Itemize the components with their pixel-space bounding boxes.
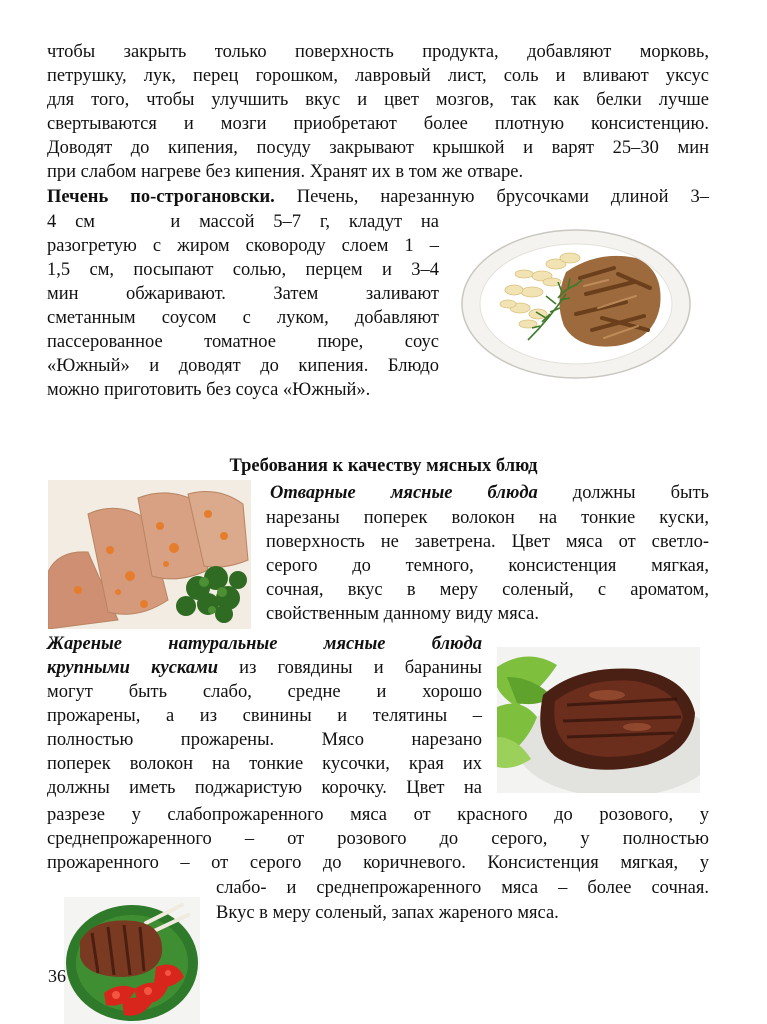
fried-line: разрезе у слабопрожаренного мяса от красного до розового, у [47,805,709,825]
boiled-line: серого до темного, консистенция мягкая, [266,556,709,576]
fried-line: слабо- и среднепрожаренного мяса – более сочная. [216,878,709,898]
fried-line: прожаренного – от серого до коричневого. Консистенция мягкая, у [47,853,709,873]
recipe-line: можно приготовить без соуса «Южный». [47,380,371,400]
boiled-line: нарезаны поперек волокон на тонкие куски, [266,508,709,528]
section-heading: Требования к качеству мясных блюд [229,456,538,476]
boiled-meat-photo [48,480,251,629]
recipe-text: Печень, нарезанную брусочками длиной 3– [274,187,709,207]
fried-title-line: Жареные натуральные мясные блюда [47,634,482,654]
paragraph-line: чтобы закрыть только поверхность продукта, добавляют морковь, [47,42,709,62]
recipe-line: пассерованное томатное пюре, соус [47,332,439,352]
recipe-line: 1,5 см, посыпают солью, перцем и 3–4 [47,260,439,280]
boiled-line: сочная, вкус в меру соленый, с ароматом, [266,580,709,600]
boiled-title: Отварные мясные блюда [270,483,538,503]
recipe-line: «Южный» и доводят до кипения. Блюдо [47,356,439,376]
boiled-text: должны быть [537,483,709,503]
boiled-line: поверхность не заветрена. Цвет мяса от светло- [266,532,709,552]
fried-line: прожарены, а из свинины и телятины – [47,706,482,726]
recipe-line: 4 см и массой 5–7 г, кладут на [47,212,439,232]
fried-line: полностью прожарены. Мясо нарезано [47,730,482,750]
recipe-line: мин обжаривают. Затем заливают [47,284,439,304]
fried-line: могут быть слабо, средне и хорошо [47,682,482,702]
liver-stroganoff-photo [458,222,694,384]
recipe-first-line [47,185,709,209]
paragraph-line: свертываются и мозги приобретают более плотную консистенцию. [47,114,709,134]
recipe-title: Печень по-строгановски. [47,187,275,207]
paragraph-line: для того, чтобы улучшить вкус и цвет мозгов, так как белки лучше [47,90,709,110]
fried-line: должны иметь поджаристую корочку. Цвет на [47,778,482,798]
recipe-line: сметанным соусом с луком, добавляют [47,308,439,328]
fried-line: поперек волокон на тонкие кусочки, края их [47,754,482,774]
paragraph-line: при слабом нагреве без кипения. Хранят их в том же отваре. [47,162,524,182]
lamb-chops-photo [64,897,200,1024]
fried-steak-photo [497,647,700,793]
fried-second-line [47,656,482,680]
fried-title-cont: крупными кусками [47,658,219,678]
recipe-line: разогретую с жиром сковороду слоем 1 – [47,236,439,256]
boiled-line: свойственным данному виду мяса. [266,604,539,624]
page-number: 36 [48,966,66,986]
paragraph-line: Доводят до кипения, посуду закрывают крышкой и варят 25–30 мин [47,138,709,158]
fried-line: Вкус в меру соленый, запах жареного мяса. [216,903,559,923]
paragraph-line: петрушку, лук, перец горошком, лавровый лист, соль и вливают уксус [47,66,709,86]
boiled-first-line [270,481,709,505]
fried-line: среднепрожаренного – от розового до серого, у полностью [47,829,709,849]
fried-text: из говядины и баранины [218,658,482,678]
